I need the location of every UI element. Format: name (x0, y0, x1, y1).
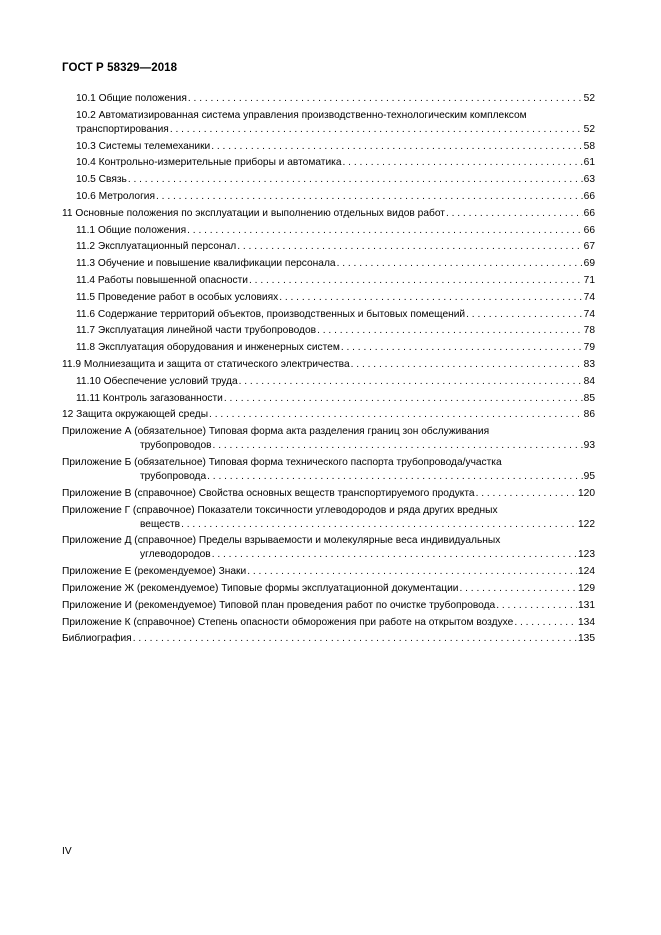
toc-entry-title: трубопроводов (140, 440, 212, 452)
toc-entry-title: 10.4 Контрольно-измерительные приборы и автоматика (76, 157, 342, 169)
toc-entry-title: 11.4 Работы повышенной опасности (76, 274, 248, 286)
toc-entry-title: Приложение Б (обязательное) Типовая форма технического паспорта трубопровода/участка (62, 456, 502, 468)
toc-entry-page: 61 (583, 157, 595, 169)
toc-entry-page: 67 (583, 241, 595, 253)
dot-leader (188, 92, 583, 106)
toc-entry-title: веществ (140, 518, 181, 530)
toc-entry-title: Приложение Д (справочное) Пределы взрываемости и молекулярные веса индивидуальных (62, 535, 501, 547)
toc-entry-page: 52 (583, 93, 595, 104)
toc-entry[interactable] (62, 140, 595, 154)
toc-entry-page: 131 (578, 599, 595, 611)
toc-entry-page: 86 (583, 409, 595, 421)
toc-entry-page: 63 (583, 174, 595, 186)
toc-entry[interactable] (62, 504, 595, 532)
toc-entry-title: 11.7 Эксплуатация линейной части трубопроводов (76, 325, 317, 337)
toc-entry-page: 84 (583, 375, 595, 387)
toc-entry[interactable] (62, 534, 595, 562)
toc-entry-title: Приложение А (обязательное) Типовая форма акта разделения границ зон обслуживания (62, 426, 490, 438)
toc-entry-page: 83 (583, 358, 595, 370)
table-of-contents (62, 92, 595, 649)
document-header: ГОСТ Р 58329—2018 (62, 62, 178, 74)
toc-entry-page: 71 (583, 274, 595, 286)
toc-entry-page: 129 (578, 582, 595, 594)
dot-leader (209, 408, 583, 422)
toc-entry-title: 11.5 Проведение работ в особых условиях (76, 291, 279, 303)
toc-entry-title: Библиография (62, 633, 132, 645)
toc-entry-page: 66 (583, 207, 595, 219)
toc-entry[interactable] (62, 408, 595, 422)
dot-leader (212, 548, 577, 562)
toc-entry-title: Приложение К (справочное) Степень опасности обморожения при работе на открытом воздухе (62, 616, 514, 628)
dot-leader (341, 341, 583, 355)
toc-entry[interactable] (62, 109, 595, 137)
dot-leader (466, 308, 583, 322)
toc-entry-page: 123 (578, 549, 595, 561)
toc-entry-title: 11.1 Общие положения (76, 224, 187, 236)
toc-entry-title: 11.6 Содержание территорий объектов, производственных и бытовых помещений (76, 308, 466, 320)
dot-leader (213, 439, 583, 453)
dot-leader (337, 257, 583, 271)
toc-entry-title: 10.5 Связь (76, 174, 127, 186)
toc-entry-page: 74 (583, 308, 595, 320)
toc-entry-title: транспортирования (76, 123, 169, 135)
toc-entry-page: 85 (583, 392, 595, 404)
toc-entry-title: 11.10 Обеспечение условий труда (76, 375, 238, 387)
dot-leader (156, 190, 583, 204)
toc-entry-page: 69 (583, 258, 595, 270)
toc-entry[interactable] (62, 224, 595, 238)
toc-entry[interactable] (62, 257, 595, 271)
toc-entry-page: 74 (583, 291, 595, 303)
dot-leader (181, 518, 577, 532)
toc-entry[interactable] (62, 456, 595, 484)
dot-leader (224, 392, 583, 406)
dot-leader (249, 274, 583, 288)
toc-entry-title: 10.1 Общие положения (76, 93, 187, 104)
toc-entry-title: Приложение Г (справочное) Показатели токсичности углеводородов и ряда других вредных (62, 504, 498, 516)
toc-entry-title: Приложение И (рекомендуемое) Типовой план проведения работ по очистке трубопровода (62, 599, 496, 611)
dot-leader (317, 324, 583, 338)
dot-leader (170, 123, 583, 137)
dot-leader (239, 375, 583, 389)
toc-entry-title: 11.9 Молниезащита и защита от статического электричества (62, 358, 350, 370)
toc-entry[interactable] (62, 582, 595, 596)
toc-entry[interactable] (62, 341, 595, 355)
toc-entry-title: углеводородов (140, 549, 211, 561)
dot-leader (247, 565, 577, 579)
toc-entry-page: 93 (583, 440, 595, 452)
toc-entry[interactable] (62, 291, 595, 305)
toc-entry[interactable] (62, 156, 595, 170)
dot-leader (476, 487, 577, 501)
toc-entry[interactable] (62, 392, 595, 406)
toc-entry-title: трубопровода (140, 470, 207, 482)
toc-entry-title: 11 Основные положения по эксплуатации и выполнению отдельных видов работ (62, 207, 445, 219)
toc-entry-title: 11.8 Эксплуатация оборудования и инженерных систем (76, 342, 340, 354)
toc-entry-page: 95 (583, 470, 595, 482)
dot-leader (207, 470, 583, 484)
toc-entry[interactable] (62, 207, 595, 221)
toc-entry[interactable] (62, 92, 595, 106)
dot-leader (128, 173, 583, 187)
dot-leader (351, 358, 583, 372)
toc-entry[interactable] (62, 375, 595, 389)
toc-entry-page: 124 (578, 566, 595, 578)
toc-entry-page: 66 (583, 190, 595, 202)
page-number: IV (62, 846, 72, 857)
dot-leader (187, 224, 583, 238)
toc-entry-title: 10.6 Метрология (76, 190, 156, 202)
toc-entry-page: 66 (583, 224, 595, 236)
toc-entry-title: 11.2 Эксплуатационный персонал (76, 241, 237, 253)
toc-entry-title: 12 Защита окружающей среды (62, 409, 209, 421)
toc-entry-title: Приложение В (справочное) Свойства основных веществ транспортируемого продукта (62, 487, 475, 499)
toc-entry[interactable] (62, 358, 595, 372)
dot-leader (496, 599, 577, 613)
toc-entry[interactable] (62, 616, 595, 630)
toc-entry-page: 52 (583, 123, 595, 135)
toc-entry[interactable] (62, 632, 595, 646)
toc-entry-title: Приложение Ж (рекомендуемое) Типовые формы эксплуатационной документации (62, 582, 459, 594)
dot-leader (459, 582, 577, 596)
toc-entry-page: 58 (583, 140, 595, 152)
dot-leader (279, 291, 582, 305)
toc-entry-title: 11.11 Контроль загазованности (76, 392, 223, 404)
toc-entry[interactable] (62, 487, 595, 501)
toc-entry-title: 10.3 Системы телемеханики (76, 140, 211, 152)
toc-entry[interactable] (62, 324, 595, 338)
toc-entry-page: 134 (578, 616, 595, 628)
toc-entry[interactable] (62, 190, 595, 204)
toc-entry-page: 122 (578, 518, 595, 530)
toc-entry[interactable] (62, 173, 595, 187)
toc-entry[interactable] (62, 240, 595, 254)
dot-leader (237, 240, 582, 254)
toc-entry[interactable] (62, 274, 595, 288)
toc-entry[interactable] (62, 599, 595, 613)
toc-entry-title: 10.2 Автоматизированная система управления производственно-технологическим комплексом (76, 109, 527, 121)
toc-entry[interactable] (62, 308, 595, 322)
toc-entry-title: 11.3 Обучение и повышение квалификации персонала (76, 258, 336, 270)
dot-leader (133, 632, 577, 646)
toc-entry[interactable] (62, 565, 595, 579)
dot-leader (514, 616, 577, 630)
toc-entry-page: 120 (578, 487, 595, 499)
dot-leader (211, 140, 582, 154)
toc-entry-page: 78 (583, 325, 595, 337)
toc-entry-title: Приложение Е (рекомендуемое) Знаки (62, 566, 247, 578)
toc-entry-page: 135 (578, 633, 595, 645)
toc-entry-page: 79 (583, 342, 595, 354)
dot-leader (343, 156, 583, 170)
toc-entry[interactable] (62, 425, 595, 453)
dot-leader (446, 207, 583, 221)
